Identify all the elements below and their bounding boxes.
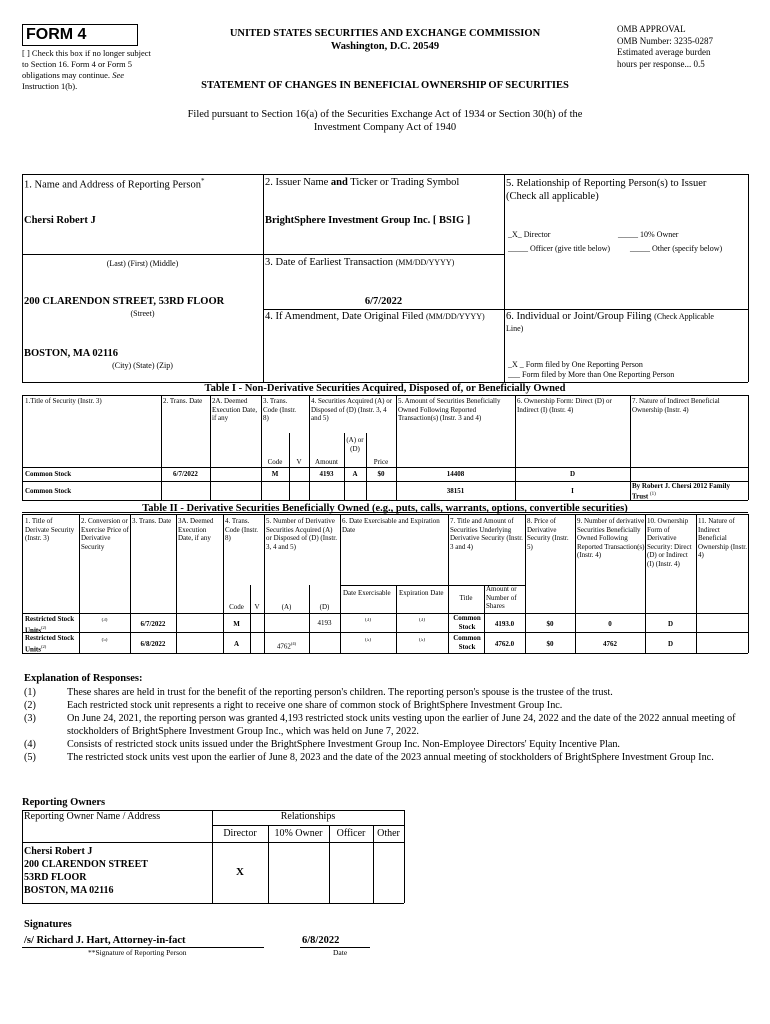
- t2-v3: [176, 514, 177, 653]
- t1-sub-amount: Amount: [315, 458, 338, 466]
- filing-opt-1: _X _ Form filed by One Reporting Person: [508, 360, 643, 369]
- t2-r1-title-fn: (2): [40, 624, 47, 630]
- t2-v4: [223, 514, 224, 653]
- ro-col-officer: Officer: [336, 828, 366, 839]
- t1-h1: 1.Title of Security (Instr. 3): [25, 397, 102, 405]
- t2-r2-title: [25, 634, 79, 653]
- t2-r2-under-amt: 4762.0: [494, 640, 515, 648]
- ro-owner-line1: Chersi Robert J: [24, 846, 93, 857]
- t1-h5: 5. Amount of Securities Beneficially Owned Following Reported Transaction(s) (Instr. 3 and 4): [398, 397, 501, 422]
- t2-r2-date: 6/8/2022: [140, 640, 166, 648]
- explanation-text: Each restricted stock unit represents a right to receive one share of common stock of BrightSphere Investment Group Inc.: [67, 700, 563, 711]
- explanation-text: Consists of restricted stock units issued under the BrightSphere Investment Group Inc. Non-Employee Directors' Equity Incentive Plan.: [67, 739, 620, 750]
- explanation-list: [24, 686, 744, 764]
- t2-sub-a: (A): [281, 603, 292, 611]
- t1-r1-price: $0: [377, 470, 385, 478]
- agency-location: Washington, D.C. 20549: [330, 41, 440, 52]
- t2-r2-a-text: 4762: [276, 642, 291, 651]
- t2-v10: [645, 514, 646, 653]
- box2-label-and: and: [330, 177, 348, 188]
- city-address: BOSTON, MA 02116: [24, 348, 119, 359]
- street-label: (Street): [130, 309, 155, 318]
- t2-sub-v: V: [254, 603, 260, 611]
- box3-sep: [263, 309, 748, 310]
- t1-v3: [261, 395, 262, 500]
- box4-label-text: 4. If Amendment, Date Original Filed: [265, 311, 424, 322]
- explanation-num: (5): [24, 752, 36, 763]
- t2-sub-code: Code: [229, 603, 244, 611]
- explanation-num: (3): [24, 713, 36, 724]
- box5-label: [506, 177, 746, 203]
- explanation-title: Explanation of Responses:: [24, 673, 143, 684]
- filed-pursuant-1: Filed pursuant to Section 16(a) of the Securities Exchange Act of 1934 or Section 30(h) of the: [187, 109, 583, 120]
- t2-v7: [448, 514, 449, 653]
- t2-r1-exer: (3): [365, 618, 371, 623]
- box1-label: [24, 177, 205, 191]
- t1-h7: 7. Nature of Indirect Beneficial Ownership (Instr. 4): [632, 397, 720, 414]
- explanation-num: (4): [24, 739, 36, 750]
- agency-name: UNITED STATES SECURITIES AND EXCHANGE COMMISSION: [229, 28, 541, 39]
- t2-r1-under-title: Common Stock: [453, 614, 481, 631]
- t1-v8: [748, 395, 749, 500]
- ro-col-rel: Relationships: [280, 811, 336, 822]
- statement-title: STATEMENT OF CHANGES IN BENEFICIAL OWNERSHIP OF SECURITIES: [201, 80, 569, 91]
- box5-label-text: 5. Relationship of Reporting Person(s) to Issuer: [506, 178, 707, 189]
- t1-h2: 2. Trans. Date: [163, 397, 203, 405]
- t2-line-bottom: [22, 653, 748, 654]
- t2-sub-title: Title: [459, 594, 473, 602]
- box3-label-small: (MM/DD/YYYY): [395, 258, 455, 267]
- t2-v6: [340, 514, 341, 653]
- t1-h6: 6. Ownership Form: Direct (D) or Indirect (I) (Instr. 4): [517, 397, 612, 414]
- table1-title: Table I - Non-Derivative Securities Acquired, Disposed of, or Beneficially Owned: [204, 383, 566, 394]
- ro-line-rel: [212, 825, 404, 826]
- explanation-item: [24, 686, 744, 699]
- t1-v4: [309, 395, 310, 500]
- t1-h4: 4. Securities Acquired (A) or Disposed of (D) (Instr. 3, 4 and 5): [311, 397, 393, 422]
- t2-r1-form: D: [667, 620, 674, 628]
- signature-date: 6/8/2022: [302, 935, 340, 946]
- check-note: [22, 48, 152, 92]
- t1-v1: [161, 395, 162, 500]
- explanation-item: [24, 738, 744, 751]
- t2-r2-exer: (5): [365, 638, 371, 643]
- t1-r2-nature-text: By Robert J. Chersi 2012 Family Trust: [632, 482, 730, 500]
- t2-r2-form: D: [667, 640, 674, 648]
- explanation-item: [24, 699, 744, 712]
- t2-r2-title-fn: (2): [40, 643, 47, 649]
- t2-r2-title-text: Restricted Stock Units: [25, 634, 75, 653]
- t2-v0: [22, 514, 23, 653]
- box1-sep: [22, 254, 263, 255]
- t2-v2: [130, 514, 131, 653]
- ro-owner-line4: BOSTON, MA 02116: [24, 885, 114, 896]
- t1-line-top: [22, 395, 748, 396]
- t2-h9: 9. Number of derivative Securities Beneficially Owned Following Reported Transaction(s) (Instr. 4): [577, 517, 645, 559]
- signer-name: /s/ Richard J. Hart, Attorney-in-fact: [24, 935, 186, 946]
- t2-h11: 11. Nature of Indirect Beneficial Ownership (Instr. 4): [698, 517, 747, 559]
- t2-v1: [79, 514, 80, 653]
- name-parts-label: (Last) (First) (Middle): [106, 259, 179, 268]
- t1-sub-price: Price: [373, 458, 389, 466]
- filing-opt-2: ___ Form filed by More than One Reporting Person: [508, 370, 675, 379]
- omb-approval: [617, 24, 757, 70]
- t2-r1-title-text: Restricted Stock Units: [25, 615, 75, 634]
- ro-col-director: Director: [223, 828, 257, 839]
- table2-title: Table II - Derivative Securities Beneficially Owned (e.g., puts, calls, warrants, options, convertible securities): [142, 503, 628, 514]
- officer-check: _____ Officer (give title below): [508, 244, 611, 253]
- t1-r1-aord: A: [352, 470, 358, 478]
- t1-v0: [22, 395, 23, 500]
- divider-2: [504, 174, 505, 382]
- t1-r2-owned: 38151: [446, 487, 465, 495]
- box2-label-pre: 2. Issuer Name: [265, 177, 329, 188]
- t2-h3a: 3A. Deemed Execution Date, if any: [178, 517, 214, 542]
- t2-r2-a-fn: (4): [290, 641, 297, 646]
- t2-r2-price: $0: [546, 640, 554, 648]
- t1-r1-owned: 14408: [446, 470, 465, 478]
- t2-sub-d: (D): [319, 603, 330, 611]
- omb-title: OMB APPROVAL: [617, 24, 686, 34]
- box6-label-line: Line): [506, 324, 524, 333]
- t2-v9: [575, 514, 576, 653]
- t1-r1-amount: 4193: [319, 470, 334, 478]
- reporting-owners-title: Reporting Owners: [22, 797, 106, 808]
- signature-label: **Signature of Reporting Person: [88, 948, 187, 957]
- t2-r2-under-title: Common Stock: [453, 634, 481, 651]
- director-check: _X_ Director: [508, 230, 551, 239]
- form-title-box: [22, 24, 138, 46]
- t2-v5: [264, 514, 265, 653]
- box6-label-text: 6. Individual or Joint/Group Filing: [506, 311, 652, 322]
- earliest-transaction-date: 6/7/2022: [364, 296, 403, 307]
- t1-h3: 3. Trans. Code (Instr. 8): [263, 397, 297, 422]
- t1-h2a: 2A. Deemed Execution Date, if any: [212, 397, 258, 422]
- ro-v0: [22, 810, 23, 903]
- t1-r2-title: Common Stock: [25, 487, 72, 495]
- ro-v5: [404, 810, 405, 903]
- t2-r1-under-amt: 4193.0: [494, 620, 515, 628]
- filed-pursuant-2: Investment Company Act of 1940: [313, 122, 457, 133]
- t1-r2-nature: [632, 482, 747, 500]
- t1-sub-v: V: [296, 458, 302, 466]
- t2-r1-title: [25, 615, 79, 634]
- t2-v11: [696, 514, 697, 653]
- box5-label-2: (Check all applicable): [506, 191, 599, 202]
- t1-r2-form: I: [571, 487, 574, 495]
- t2-v8: [525, 514, 526, 653]
- t2-r1-price: $0: [546, 620, 554, 628]
- box3-label: [265, 257, 454, 268]
- t1-v2: [210, 395, 211, 500]
- instruction-note: Instruction 1(b).: [22, 81, 78, 91]
- box1-label-text: 1. Name and Address of Reporting Person: [24, 179, 202, 191]
- t2-h5: 5. Number of Derivative Securities Acquired (A) or Disposed of (D) (Instr. 3, 4 and 5): [266, 517, 337, 551]
- box4-label: [265, 311, 485, 322]
- form-title: FORM 4: [26, 26, 87, 43]
- omb-number: OMB Number: 3235-0287: [617, 35, 713, 46]
- ro-owner-line3: 53RD FLOOR: [24, 872, 87, 883]
- t1-r2-nature-fn: (1): [649, 491, 656, 497]
- explanation-num: (2): [24, 700, 36, 711]
- ro-col-ten: 10% Owner: [274, 828, 323, 839]
- t2-h3: 3. Trans. Date: [132, 517, 172, 525]
- ro-owner-line2: 200 CLARENDON STREET: [24, 859, 148, 870]
- see-note: See: [112, 70, 124, 80]
- box6-label: [506, 311, 748, 335]
- t2-r2-owned: 4762: [603, 640, 617, 648]
- t1-v-aord: [366, 433, 367, 500]
- t2-r1-exp: (3): [419, 618, 425, 623]
- t1-v5: [396, 395, 397, 500]
- explanation-item: [24, 712, 744, 738]
- t2-r1-code: M: [233, 620, 240, 628]
- box2-label-post: Ticker or Trading Symbol: [350, 177, 460, 188]
- reporting-person-name: Chersi Robert J: [24, 215, 96, 226]
- t2-h7: 7. Title and Amount of Securities Underlying Derivative Security (Instr. 3 and 4): [450, 517, 523, 551]
- city-label: (City) (State) (Zip): [112, 361, 173, 370]
- t2-h10: 10. Ownership Form of Derivative Security: Direct (D) or Indirect (I) (Instr. 4): [647, 517, 692, 568]
- t2-h1: 1. Title of Derivate Security (Instr. 3): [25, 517, 75, 542]
- top-left-border: [22, 174, 23, 382]
- t1-v7: [630, 395, 631, 500]
- box4-label-small: (MM/DD/YYYY): [425, 312, 485, 321]
- ten-pct-check: _____ 10% Owner: [618, 230, 679, 239]
- t2-r2-conv: (5): [101, 638, 108, 643]
- t1-line-hdr: [22, 467, 748, 468]
- explanation-item: [24, 751, 744, 764]
- box6-label-small: (Check Applicable: [654, 312, 714, 321]
- ro-line-hdr: [22, 842, 404, 843]
- t2-h8: 8. Price of Derivative Security (Instr. 5): [527, 517, 569, 551]
- t2-sub-exer: Date Exercisable: [343, 589, 391, 597]
- box2-sep: [263, 254, 504, 255]
- ro-col-name: Reporting Owner Name / Address: [24, 811, 161, 822]
- t2-r1-date: 6/7/2022: [140, 620, 166, 628]
- t1-r1-code: M: [271, 470, 279, 478]
- ro-v1: [212, 810, 213, 903]
- divider-1: [263, 174, 264, 382]
- t1-sub-code: Code: [267, 458, 283, 466]
- signatures-title: Signatures: [24, 919, 72, 930]
- t1-v-amt: [344, 433, 345, 500]
- t1-r1-form: D: [569, 470, 576, 478]
- box3-label-text: 3. Date of Earliest Transaction: [265, 257, 394, 268]
- explanation-num: (1): [24, 687, 36, 698]
- top-right-border: [748, 174, 749, 382]
- t2-r2-a: [264, 640, 309, 651]
- t2-h2: 2. Conversion or Exercise Price of Derivative Security: [81, 517, 129, 551]
- t2-v12: [748, 514, 749, 653]
- issuer-name: BrightSphere Investment Group Inc. [ BSIG ]: [265, 215, 471, 226]
- omb-burden: Estimated average burden: [617, 47, 711, 57]
- street-address: 200 CLARENDON STREET, 53RD FLOOR: [24, 296, 225, 307]
- ro-director-mark: X: [236, 866, 244, 878]
- date-label: Date: [333, 948, 348, 957]
- t2-h6: 6. Date Exercisable and Expiration Date: [342, 517, 440, 534]
- explanation-text: These shares are held in trust for the benefit of the reporting person's children. The reporting person's spouse is the trustee of the trust.: [67, 687, 613, 698]
- check-note-text: [ ] Check this box if no longer subject to Section 16. Form 4 or Form 5 obligations may continue.: [22, 48, 151, 80]
- explanation-text: The restricted stock units vest upon the earlier of June 8, 2023 and the date of the 2023 annual meeting of stockholders of BrightSphere Investment Group Inc.: [67, 752, 714, 763]
- t2-r1-d: 4193: [317, 619, 332, 627]
- t2-r1-owned: 0: [608, 620, 612, 628]
- t1-r1-title: Common Stock: [25, 470, 72, 478]
- t2-r1-conv: (3): [101, 618, 108, 623]
- t1-v-code: [289, 433, 290, 500]
- ro-owner-address: [24, 845, 212, 897]
- ro-col-other: Other: [377, 828, 400, 839]
- explanation-text: On June 24, 2021, the reporting person was granted 4,193 restricted stock units vesting upon the earlier of June 24, 2022 and the date of the 2022 annual meeting of stockholders of BrightSphere Investment Group Inc., which was held on June 7, 2022.: [67, 713, 736, 737]
- other-check: _____ Other (specify below): [630, 244, 723, 253]
- t2-sub-amount: Amount or Number of Shares: [486, 585, 517, 610]
- t1-sub-aord: (A) or (D): [346, 436, 364, 453]
- omb-hours: hours per response... 0.5: [617, 58, 705, 69]
- t2-r2-code: A: [233, 640, 240, 648]
- top-border: [22, 174, 748, 175]
- t1-r1-date: 6/7/2022: [173, 470, 198, 478]
- t1-v6: [515, 395, 516, 500]
- box1-footnote: *: [201, 177, 205, 185]
- t2-r2-exp: (5): [419, 638, 425, 643]
- t2-sub-exp: Expiration Date: [399, 589, 444, 597]
- box2-label: [265, 177, 459, 188]
- t2-h4: 4. Trans. Code (Instr. 8): [225, 517, 259, 542]
- ro-line-bottom: [22, 903, 404, 904]
- t2-v-code: [250, 585, 251, 653]
